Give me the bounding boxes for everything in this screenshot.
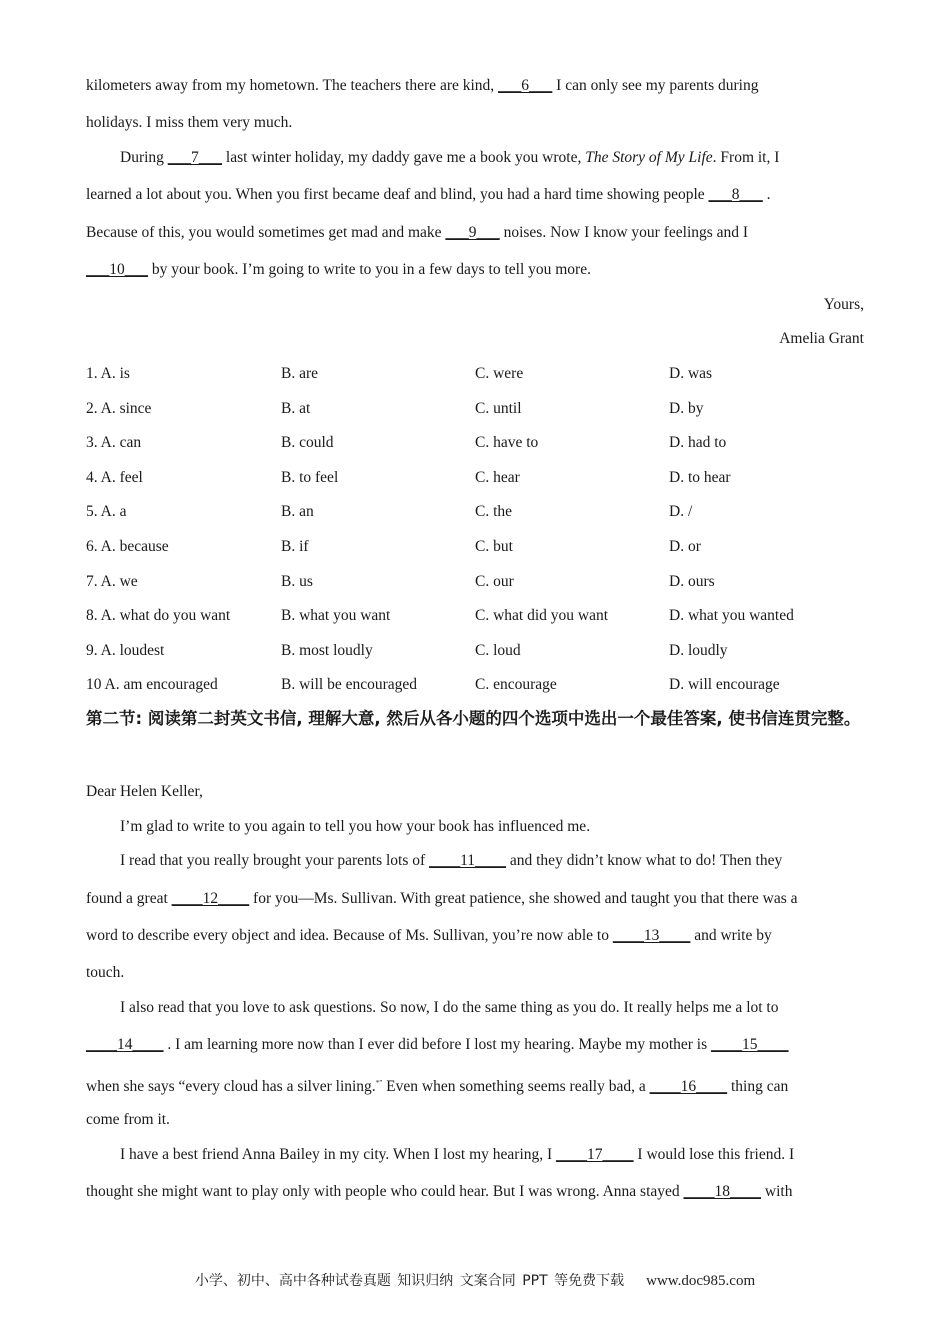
option-d: D. by	[669, 399, 704, 417]
option-d: D. ours	[669, 572, 715, 590]
question-row	[86, 606, 876, 626]
passage-line: holidays. I miss them very much.	[86, 114, 293, 131]
option-b: B. will be encouraged	[281, 676, 418, 694]
option-a: 8. A. what do you want	[86, 607, 231, 625]
blank-9: ___9___	[445, 224, 500, 241]
option-c: C. hear	[475, 468, 520, 486]
option-a: 7. A. we	[86, 572, 138, 590]
option-d: D. loudly	[669, 641, 728, 659]
footnote-mark: *”	[375, 1079, 383, 1087]
passage-line: I read that you really brought your parents lots of ____11____ and they didn’t know what to do! Then they	[120, 852, 783, 869]
letter-signature: Amelia Grant	[779, 330, 864, 347]
option-d: D. had to	[669, 434, 727, 452]
question-row	[86, 537, 876, 557]
question-row	[86, 675, 876, 695]
passage-line: word to describe every object and idea. Because of Ms. Sullivan, you’re now able to ____13____ and write by	[86, 927, 772, 944]
option-a: 6. A. because	[86, 538, 169, 555]
option-a: 3. A. can	[86, 434, 142, 452]
option-c: C. the	[475, 503, 513, 521]
passage-line: thought she might want to play only with people who could hear. But I was wrong. Anna stayed ____18____ with	[86, 1183, 793, 1200]
question-row	[86, 572, 876, 592]
letter-salutation: Dear Helen Keller,	[86, 783, 203, 800]
passage-line: kilometers away from my hometown. The teachers there are kind, ___6___ I can only see my parents during	[86, 77, 759, 94]
passage-line: During ___7___ last winter holiday, my daddy gave me a book you wrote, The Story of My Life. From it, I	[120, 149, 780, 166]
footer-link[interactable]: www.doc985.com	[646, 1273, 756, 1289]
question-row	[86, 364, 876, 384]
option-c: C. but	[475, 538, 513, 555]
blank-11: ____11____	[429, 852, 506, 869]
passage-line: I also read that you love to ask questions. So now, I do the same thing as you do. It really helps me a lot to	[120, 999, 779, 1016]
blank-14: ____14____	[86, 1036, 164, 1053]
passage-line: learned a lot about you. When you first became deaf and blind, you had a hard time showing people ___8___ .	[86, 186, 771, 203]
option-a: 5. A. a	[86, 503, 127, 521]
blank-13: ____13____	[612, 927, 691, 944]
question-row	[86, 641, 876, 661]
option-b: B. most loudly	[281, 641, 373, 659]
option-b: B. to feel	[281, 468, 339, 486]
option-c: C. loud	[475, 641, 521, 659]
option-b: B. us	[281, 572, 313, 590]
blank-10: ___10___	[86, 261, 148, 278]
option-b: B. are	[281, 365, 319, 382]
option-b: B. what you want	[281, 607, 391, 625]
option-c: C. our	[475, 572, 514, 590]
option-c: C. until	[475, 399, 522, 417]
blank-18: ____18____	[683, 1183, 762, 1200]
page-footer	[0, 1270, 950, 1290]
option-a: 4. A. feel	[86, 468, 143, 486]
question-row	[86, 399, 876, 419]
passage-line: come from it.	[86, 1111, 170, 1128]
blank-15: ____15____	[711, 1036, 789, 1053]
option-d: D. was	[669, 365, 713, 382]
option-d: D. will encourage	[669, 676, 780, 694]
section-heading: 第二节: 阅读第二封英文书信, 理解大意, 然后从各小题的四个选项中选出一个最佳答案, 使书信连贯完整。	[86, 709, 861, 728]
book-title: The Story of My Life	[585, 149, 713, 166]
passage-line: I’m glad to write to you again to tell you how your book has influenced me.	[120, 818, 591, 835]
question-row	[86, 502, 876, 522]
option-d: D. what you wanted	[669, 607, 794, 625]
passage-line: I have a best friend Anna Bailey in my city. When I lost my hearing, I ____17____ I would lose this friend. I	[120, 1146, 795, 1163]
blank-12: ____12____	[171, 890, 250, 907]
blank-16: ____16____	[649, 1078, 728, 1096]
option-a: 2. A. since	[86, 399, 152, 417]
option-b: B. an	[281, 503, 314, 521]
footer-text: 小学、初中、高中各种试卷真题 知识归纳 文案合同 PPT 等免费下载	[194, 1273, 625, 1289]
option-d: D. or	[669, 538, 701, 555]
option-c: C. encourage	[475, 676, 557, 694]
passage-line: ___10___ by your book. I’m going to write to you in a few days to tell you more.	[86, 261, 591, 278]
option-b: B. at	[281, 399, 311, 417]
option-d: D. to hear	[669, 468, 731, 486]
option-b: B. if	[281, 538, 309, 555]
blank-17: ____17____	[556, 1146, 634, 1163]
option-d: D. /	[669, 503, 693, 521]
blank-8: ___8___	[708, 186, 763, 203]
option-a: 9. A. loudest	[86, 641, 165, 659]
passage-line: when she says “every cloud has a silver lining.*” Even when something seems really bad, a ____16____ thing can	[86, 1078, 789, 1096]
option-c: C. what did you want	[475, 607, 609, 625]
passage-line: found a great ____12____ for you—Ms. Sullivan. With great patience, she showed and taught you that there was a	[86, 890, 798, 907]
blank-6: ___6___	[498, 77, 553, 94]
passage-line: ____14____ . I am learning more now than I ever did before I lost my hearing. Maybe my mother is ____15____	[86, 1036, 789, 1053]
option-a: 10 A. am encouraged	[86, 676, 218, 694]
option-c: C. were	[475, 365, 524, 382]
option-b: B. could	[281, 434, 334, 452]
passage-line: touch.	[86, 964, 125, 981]
blank-7: ___7___	[167, 149, 223, 166]
option-a: 1. A. is	[86, 365, 130, 382]
passage-line: Because of this, you would sometimes get mad and make ___9___ noises. Now I know your feelings and I	[86, 224, 749, 241]
letter-closing: Yours,	[823, 296, 864, 313]
option-c: C. have to	[475, 434, 539, 452]
question-row	[86, 433, 876, 453]
question-row	[86, 468, 876, 488]
